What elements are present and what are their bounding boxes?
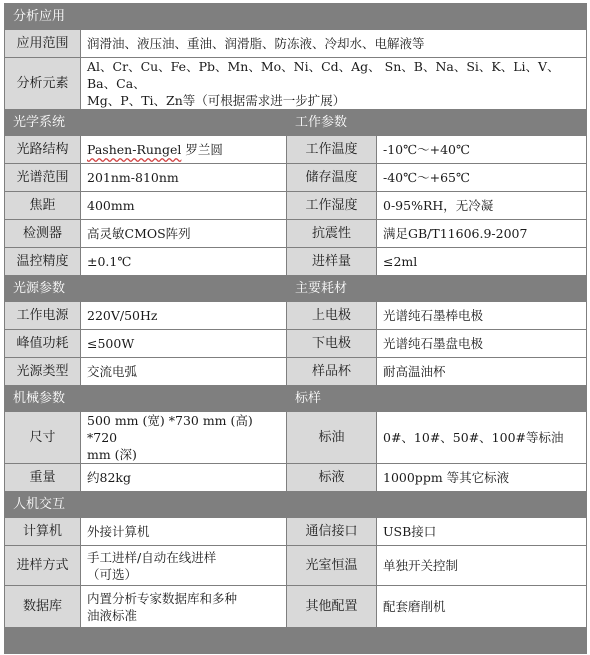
label-standard-oil: 标油 — [287, 412, 377, 464]
row-computer — [5, 518, 587, 546]
row-temp-control — [5, 248, 587, 276]
value-storage-temp: -40℃～+65℃ — [377, 164, 587, 192]
label-spectrum: 光谱范围 — [5, 164, 81, 192]
label-computer: 计算机 — [5, 518, 81, 546]
label-peak-power: 峰值功耗 — [5, 330, 81, 358]
size-line-1: 500 mm (宽) *730 mm (高) *720 — [87, 413, 253, 445]
value-injection — [81, 546, 287, 586]
label-room-temp: 光室恒温 — [287, 546, 377, 586]
section-row-light-consumables — [5, 276, 587, 302]
section-header-mechanical: 机械参数 — [5, 386, 287, 412]
row-detector — [5, 220, 587, 248]
label-power: 工作电源 — [5, 302, 81, 330]
label-source-type: 光源类型 — [5, 358, 81, 386]
label-comm-interface: 通信接口 — [287, 518, 377, 546]
label-other-config: 其他配置 — [287, 586, 377, 628]
label-lower-electrode: 下电极 — [287, 330, 377, 358]
injection-line-1: 手工进样/自动在线进样 — [87, 549, 217, 565]
value-other-config: 配套磨削机 — [377, 586, 587, 628]
label-temp-control: 温控精度 — [5, 248, 81, 276]
section-row-analysis — [5, 4, 587, 30]
row-source-type — [5, 358, 587, 386]
section-row-hmi — [5, 492, 587, 518]
value-database — [81, 586, 287, 628]
spec-table — [4, 3, 587, 654]
label-upper-electrode: 上电极 — [287, 302, 377, 330]
value-op-temp: -10℃～+40℃ — [377, 136, 587, 164]
row-size — [5, 412, 587, 464]
section-row-mechanical-standards — [5, 386, 587, 412]
value-shock: 满足GB/T11606.9-2007 — [377, 220, 587, 248]
label-detector: 检测器 — [5, 220, 81, 248]
value-spectrum: 201nm-810nm — [81, 164, 287, 192]
footer-row — [5, 628, 587, 654]
section-header-hmi: 人机交互 — [5, 492, 587, 518]
label-storage-temp: 储存温度 — [287, 164, 377, 192]
section-row-optical-work — [5, 110, 587, 136]
database-line-1: 内置分析专家数据库和多种 — [87, 590, 238, 606]
spec-sheet — [4, 3, 586, 654]
value-power: 220V/50Hz — [81, 302, 287, 330]
label-optical-path: 光路结构 — [5, 136, 81, 164]
value-upper-electrode: 光谱纯石墨棒电极 — [377, 302, 587, 330]
value-optical-path — [81, 136, 287, 164]
row-peak-power — [5, 330, 587, 358]
row-elements — [5, 58, 587, 110]
value-peak-power: ≤500W — [81, 330, 287, 358]
label-sample-volume: 进样量 — [287, 248, 377, 276]
row-focal — [5, 192, 587, 220]
value-humidity: 0-95%RH，无冷凝 — [377, 192, 587, 220]
size-line-2: mm (深) — [87, 447, 137, 462]
value-weight: 约82kg — [81, 464, 287, 492]
label-elements: 分析元素 — [5, 58, 81, 110]
value-optical-path-name: Pashen-Rungel — [87, 142, 182, 157]
value-standard-oil: 0#、10#、50#、100#等标油 — [377, 412, 587, 464]
value-room-temp: 单独开关控制 — [377, 546, 587, 586]
label-size: 尺寸 — [5, 412, 81, 464]
section-header-work: 工作参数 — [287, 110, 587, 136]
value-temp-control: ±0.1℃ — [81, 248, 287, 276]
value-size — [81, 412, 287, 464]
label-standard-liquid: 标液 — [287, 464, 377, 492]
value-comm-interface: USB接口 — [377, 518, 587, 546]
footer-bar — [5, 628, 587, 654]
elements-line-1: Al、Cr、Cu、Fe、Pb、Mn、Mo、Ni、Cd、Ag、 Sn、B、Na、Si、K、Li、V、Ba、Ca、 — [87, 59, 560, 91]
value-sample-cup: 耐高温油杯 — [377, 358, 587, 386]
label-focal: 焦距 — [5, 192, 81, 220]
label-humidity: 工作湿度 — [287, 192, 377, 220]
value-standard-liquid: 1000ppm 等其它标液 — [377, 464, 587, 492]
value-sample-volume: ≤2ml — [377, 248, 587, 276]
value-source-type: 交流电弧 — [81, 358, 287, 386]
value-lower-electrode: 光谱纯石墨盘电极 — [377, 330, 587, 358]
section-header-standards: 标样 — [287, 386, 587, 412]
label-injection: 进样方式 — [5, 546, 81, 586]
row-power — [5, 302, 587, 330]
value-focal: 400mm — [81, 192, 287, 220]
row-optical-path — [5, 136, 587, 164]
section-header-analysis: 分析应用 — [5, 4, 587, 30]
label-weight: 重量 — [5, 464, 81, 492]
label-op-temp: 工作温度 — [287, 136, 377, 164]
elements-line-2: Mg、P、Ti、Zn等（可根据需求进一步扩展） — [87, 93, 346, 108]
label-shock: 抗震性 — [287, 220, 377, 248]
label-application-range: 应用范围 — [5, 30, 81, 58]
row-spectrum — [5, 164, 587, 192]
database-line-2: 油液标准 — [87, 607, 138, 623]
section-header-light-source: 光源参数 — [5, 276, 287, 302]
section-header-optical: 光学系统 — [5, 110, 287, 136]
section-header-consumables: 主要耗材 — [287, 276, 587, 302]
value-application-range: 润滑油、液压油、重油、润滑脂、防冻液、冷却水、电解液等 — [81, 30, 587, 58]
injection-line-2: （可选） — [87, 566, 138, 582]
row-application-range — [5, 30, 587, 58]
value-computer: 外接计算机 — [81, 518, 287, 546]
row-injection — [5, 546, 587, 586]
value-optical-path-circle: 罗兰圆 — [181, 142, 223, 157]
value-detector: 高灵敏CMOS阵列 — [81, 220, 287, 248]
row-weight — [5, 464, 587, 492]
value-elements — [81, 58, 587, 110]
label-database: 数据库 — [5, 586, 81, 628]
label-sample-cup: 样品杯 — [287, 358, 377, 386]
row-database — [5, 586, 587, 628]
